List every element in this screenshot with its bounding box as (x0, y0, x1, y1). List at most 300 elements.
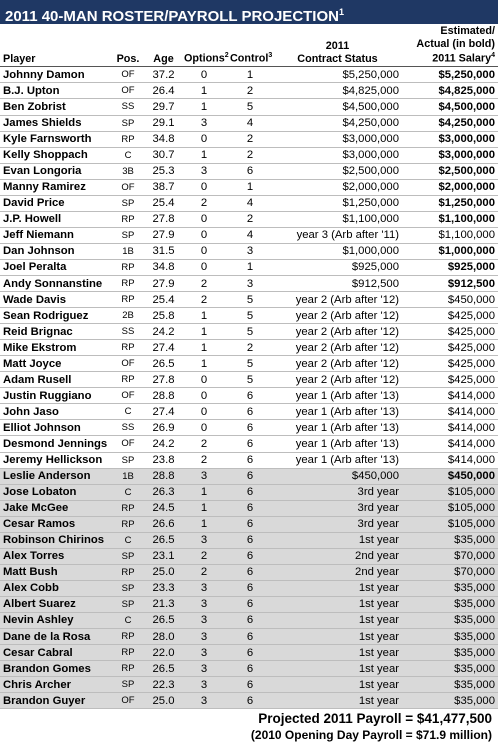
age-cell: 26.6 (152, 518, 175, 531)
control-cell: 6 (246, 421, 254, 434)
control-cell: 6 (246, 694, 254, 707)
player-name-cell: Jake McGee (3, 502, 69, 515)
control-cell: 1 (246, 68, 254, 81)
contract-status-cell: $1,000,000 (342, 245, 399, 258)
salary-cell: $3,000,000 (438, 133, 495, 146)
salary-cell: $425,000 (447, 341, 495, 354)
table-row (0, 131, 498, 147)
contract-status-cell: 3rd year (357, 486, 399, 499)
projected-payroll: Projected 2011 Payroll = $41,477,500 (258, 711, 492, 727)
roster-table (0, 24, 498, 709)
player-name-cell: Nevin Ashley (3, 614, 74, 627)
table-row (0, 564, 498, 580)
player-name-cell: Brandon Gomes (3, 662, 91, 675)
player-name-cell: Mike Ekstrom (3, 341, 77, 354)
contract-status-cell: year 1 (Arb after '13) (295, 437, 399, 450)
position-cell: RP (121, 213, 135, 225)
control-cell: 4 (246, 117, 254, 130)
control-cell: 4 (246, 229, 254, 242)
table-row (0, 372, 498, 388)
salary-cell: $70,000 (454, 550, 495, 563)
salary-cell: $35,000 (454, 646, 495, 659)
position-cell: RP (121, 133, 135, 145)
contract-status-cell: year 2 (Arb after '12) (295, 357, 399, 370)
player-name-cell: Brandon Guyer (3, 694, 86, 707)
table-row (0, 548, 498, 564)
player-name-cell: Leslie Anderson (3, 470, 91, 483)
options-cell: 2 (200, 293, 208, 306)
control-cell: 6 (246, 678, 254, 691)
options-cell: 1 (200, 518, 208, 531)
options-cell: 0 (200, 213, 208, 226)
options-cell: 1 (200, 341, 208, 354)
player-name-cell: Sean Rodriguez (3, 309, 89, 322)
page-title (0, 0, 498, 24)
age-cell: 25.4 (152, 293, 175, 306)
contract-status-cell: $3,000,000 (342, 149, 399, 162)
age-cell: 26.9 (152, 421, 175, 434)
player-name-cell: Johnny Damon (3, 68, 85, 81)
age-cell: 23.1 (152, 550, 175, 563)
salary-cell: $425,000 (447, 325, 495, 338)
contract-status-cell: 1st year (358, 678, 399, 691)
options-cell: 0 (200, 229, 208, 242)
table-row (0, 211, 498, 227)
salary-cell: $4,500,000 (438, 100, 495, 113)
contract-status-cell: 1st year (358, 598, 399, 611)
options-cell: 0 (200, 373, 208, 386)
options-cell: 0 (200, 133, 208, 146)
header-age: Age (153, 52, 174, 65)
position-cell: RP (121, 631, 135, 643)
payroll-summary (0, 711, 498, 742)
options-cell: 1 (200, 325, 208, 338)
age-cell: 27.4 (152, 341, 175, 354)
age-cell: 27.8 (152, 373, 175, 386)
contract-status-cell: 1st year (358, 614, 399, 627)
contract-status-cell: year 1 (Arb after '13) (295, 389, 399, 402)
age-cell: 26.5 (152, 357, 175, 370)
position-cell: 2B (122, 310, 134, 322)
salary-cell: $105,000 (447, 518, 495, 531)
options-cell: 2 (200, 566, 208, 579)
contract-status-cell: year 2 (Arb after '12) (295, 293, 399, 306)
age-cell: 28.8 (152, 389, 175, 402)
player-name-cell: Matt Bush (3, 566, 58, 579)
header-options (181, 24, 227, 67)
salary-cell: $425,000 (447, 309, 495, 322)
contract-status-cell: 1st year (358, 694, 399, 707)
position-cell: RP (121, 566, 135, 578)
player-name-cell: Evan Longoria (3, 165, 82, 178)
salary-cell: $35,000 (454, 694, 495, 707)
options-cell: 0 (200, 68, 208, 81)
table-row (0, 693, 498, 709)
table-row (0, 677, 498, 693)
salary-cell: $414,000 (447, 454, 495, 467)
salary-cell: $35,000 (454, 534, 495, 547)
age-cell: 21.3 (152, 598, 175, 611)
control-cell: 3 (246, 277, 254, 290)
table-row (0, 259, 498, 275)
table-row (0, 404, 498, 420)
contract-status-cell: $5,250,000 (342, 68, 399, 81)
table-row (0, 356, 498, 372)
options-cell: 3 (200, 598, 208, 611)
salary-cell: $70,000 (454, 566, 495, 579)
age-cell: 34.8 (152, 133, 175, 146)
position-cell: OF (121, 69, 135, 81)
options-cell: 3 (200, 646, 208, 659)
position-cell: SP (121, 550, 135, 562)
control-cell: 6 (246, 646, 254, 659)
salary-cell: $912,500 (447, 277, 495, 290)
table-row (0, 661, 498, 677)
position-cell: RP (121, 278, 135, 289)
player-name-cell: Desmond Jennings (3, 437, 108, 450)
player-name-cell: Dan Johnson (3, 245, 75, 258)
player-name-cell: David Price (3, 197, 65, 210)
table-row (0, 147, 498, 163)
header-control-label: Control (230, 52, 269, 65)
position-cell: C (124, 486, 132, 498)
salary-cell: $414,000 (447, 405, 495, 418)
control-cell: 6 (246, 518, 254, 531)
control-cell: 6 (246, 437, 254, 450)
age-cell: 30.7 (152, 149, 175, 162)
age-cell: 28.8 (152, 470, 175, 483)
title-footnote: 1 (338, 7, 344, 17)
salary-cell: $450,000 (447, 470, 495, 483)
position-cell: RP (121, 294, 135, 306)
player-name-cell: Elliot Johnson (3, 421, 81, 434)
control-cell: 5 (246, 293, 254, 306)
table-row (0, 532, 498, 548)
options-cell: 3 (200, 630, 208, 643)
header-status-label: Contract Status (297, 52, 378, 65)
contract-status-cell: $450,000 (351, 470, 399, 483)
age-cell: 29.7 (152, 100, 175, 113)
age-cell: 34.8 (152, 261, 175, 274)
player-name-cell: Cesar Ramos (3, 518, 76, 531)
control-cell: 4 (246, 197, 254, 210)
player-name-cell: Chris Archer (3, 678, 72, 691)
table-row (0, 388, 498, 404)
player-name-cell: James Shields (3, 117, 82, 130)
player-name-cell: Ben Zobrist (3, 100, 66, 113)
options-cell: 0 (200, 261, 208, 274)
age-cell: 24.2 (152, 325, 175, 338)
contract-status-cell: $4,825,000 (342, 84, 399, 97)
table-row (0, 163, 498, 179)
contract-status-cell: $912,500 (351, 277, 399, 290)
player-name-cell: Wade Davis (3, 293, 66, 306)
contract-status-cell: $3,000,000 (342, 133, 399, 146)
salary-cell: $35,000 (454, 662, 495, 675)
options-cell: 0 (200, 389, 208, 402)
control-cell: 1 (246, 181, 254, 194)
position-cell: 1B (122, 245, 134, 257)
header-status-year: 2011 (325, 40, 350, 53)
header-contract-status (273, 24, 402, 67)
position-cell: RP (121, 261, 135, 273)
salary-cell: $35,000 (454, 630, 495, 643)
player-name-cell: J.P. Howell (3, 213, 62, 226)
options-cell: 1 (200, 502, 208, 515)
table-row (0, 629, 498, 645)
position-cell: SS (121, 326, 135, 338)
contract-status-cell: $2,000,000 (342, 181, 399, 194)
player-name-cell: Manny Ramirez (3, 181, 86, 194)
control-cell: 6 (246, 534, 254, 547)
options-cell: 2 (200, 550, 208, 563)
options-cell: 3 (200, 117, 208, 130)
position-cell: SP (121, 117, 135, 129)
control-cell: 6 (246, 165, 254, 178)
salary-cell: $35,000 (454, 582, 495, 595)
contract-status-cell: 1st year (358, 646, 399, 659)
contract-status-cell: 3rd year (357, 502, 399, 515)
table-row (0, 452, 498, 468)
control-cell: 5 (246, 325, 254, 338)
contract-status-cell: $925,000 (351, 261, 399, 274)
age-cell: 27.9 (152, 277, 175, 290)
contract-status-cell: $4,500,000 (342, 100, 399, 113)
control-cell: 6 (246, 598, 254, 611)
position-cell: SP (121, 598, 135, 610)
table-row (0, 243, 498, 259)
control-cell: 6 (246, 582, 254, 595)
options-cell: 0 (200, 245, 208, 258)
options-cell: 3 (200, 470, 208, 483)
header-salary-line2: Actual (in bold) (416, 37, 495, 50)
control-cell: 6 (246, 470, 254, 483)
salary-cell: $414,000 (447, 437, 495, 450)
position-cell: SS (121, 422, 135, 434)
table-row (0, 468, 498, 484)
salary-cell: $35,000 (454, 598, 495, 611)
salary-cell: $450,000 (447, 293, 495, 306)
player-name-cell: Kyle Farnsworth (3, 133, 92, 146)
position-cell: RP (121, 374, 135, 386)
age-cell: 29.1 (152, 117, 175, 130)
player-name-cell: B.J. Upton (3, 84, 60, 97)
salary-cell: $2,000,000 (438, 181, 495, 194)
age-cell: 27.4 (152, 405, 175, 418)
control-cell: 6 (246, 405, 254, 418)
player-name-cell: Kelly Shoppach (3, 149, 88, 162)
table-row (0, 340, 498, 356)
control-cell: 2 (246, 341, 254, 354)
header-options-footnote: 2 (224, 52, 229, 60)
contract-status-cell: year 1 (Arb after '13) (295, 405, 399, 418)
position-cell: SP (121, 582, 135, 594)
salary-cell: $1,100,000 (438, 213, 495, 226)
position-cell: OF (121, 85, 135, 97)
contract-status-cell: $2,500,000 (342, 165, 399, 178)
control-cell: 6 (246, 566, 254, 579)
salary-cell: $1,000,000 (438, 245, 495, 258)
contract-status-cell: year 1 (Arb after '13) (295, 421, 399, 434)
salary-cell: $414,000 (447, 389, 495, 402)
salary-cell: $4,250,000 (438, 117, 495, 130)
age-cell: 26.5 (152, 614, 175, 627)
position-cell: OF (121, 181, 135, 193)
position-cell: SP (121, 229, 135, 241)
position-cell: SP (121, 197, 135, 209)
control-cell: 1 (246, 261, 254, 274)
age-cell: 25.0 (152, 566, 175, 579)
control-cell: 6 (246, 550, 254, 563)
salary-cell: $1,250,000 (438, 197, 495, 210)
options-cell: 2 (200, 437, 208, 450)
header-salary-footnote: 4 (491, 52, 495, 60)
options-cell: 1 (200, 486, 208, 499)
options-cell: 1 (200, 309, 208, 322)
table-row (0, 436, 498, 452)
age-cell: 28.0 (152, 630, 175, 643)
contract-status-cell: year 2 (Arb after '12) (295, 325, 399, 338)
player-name-cell: Alex Torres (3, 550, 65, 563)
control-cell: 6 (246, 486, 254, 499)
control-cell: 3 (246, 245, 254, 258)
options-cell: 3 (200, 694, 208, 707)
age-cell: 23.8 (152, 454, 175, 467)
position-cell: RP (121, 647, 135, 659)
player-name-cell: Andy Sonnanstine (3, 277, 103, 290)
control-cell: 5 (246, 100, 254, 113)
contract-status-cell: $1,100,000 (342, 213, 399, 226)
salary-cell: $1,100,000 (438, 229, 495, 242)
title-text: 2011 40-MAN ROSTER/PAYROLL PROJECTION (5, 8, 339, 25)
options-cell: 3 (200, 165, 208, 178)
salary-cell: $425,000 (447, 373, 495, 386)
salary-cell: $3,000,000 (438, 149, 495, 162)
age-cell: 26.5 (152, 662, 175, 675)
salary-cell: $4,825,000 (438, 84, 495, 97)
table-row (0, 99, 498, 115)
table-row (0, 179, 498, 195)
options-cell: 3 (200, 534, 208, 547)
player-name-cell: Reid Brignac (3, 325, 73, 338)
player-name-cell: Adam Rusell (3, 373, 72, 386)
control-cell: 6 (246, 614, 254, 627)
age-cell: 31.5 (152, 245, 175, 258)
contract-status-cell: year 1 (Arb after '13) (295, 454, 399, 467)
header-row (0, 24, 498, 67)
player-name-cell: Dane de la Rosa (3, 630, 91, 643)
table-row (0, 596, 498, 612)
salary-cell: $425,000 (447, 357, 495, 370)
options-cell: 0 (200, 405, 208, 418)
player-name-cell: Robinson Chirinos (3, 534, 105, 547)
table-row (0, 420, 498, 436)
position-cell: SP (121, 454, 135, 466)
contract-status-cell: year 2 (Arb after '12) (295, 309, 399, 322)
options-cell: 3 (200, 678, 208, 691)
contract-status-cell: year 3 (Arb after '11) (296, 229, 399, 242)
options-cell: 1 (200, 100, 208, 113)
salary-cell: $5,250,000 (438, 68, 495, 81)
control-cell: 6 (246, 630, 254, 643)
position-cell: RP (121, 663, 135, 675)
control-cell: 6 (246, 502, 254, 515)
position-cell: RP (121, 342, 135, 354)
table-row (0, 292, 498, 308)
player-name-cell: Matt Joyce (3, 357, 62, 370)
header-control-footnote: 3 (268, 52, 273, 60)
position-cell: 3B (122, 165, 134, 177)
age-cell: 25.0 (152, 694, 175, 707)
age-cell: 26.3 (152, 486, 175, 499)
age-cell: 23.3 (152, 582, 175, 595)
salary-cell: $35,000 (454, 614, 495, 627)
table-row (0, 612, 498, 628)
position-cell: OF (121, 358, 135, 370)
contract-status-cell: 2nd year (355, 550, 399, 563)
position-cell: RP (121, 518, 135, 530)
table-row (0, 83, 498, 99)
table-row (0, 227, 498, 243)
options-cell: 3 (200, 662, 208, 675)
player-name-cell: Justin Ruggiano (3, 389, 92, 402)
table-row (0, 195, 498, 211)
player-name-cell: Jeff Niemann (3, 229, 74, 242)
header-salary (402, 24, 498, 67)
age-cell: 25.4 (152, 197, 175, 210)
contract-status-cell: 2nd year (355, 566, 399, 579)
control-cell: 2 (246, 133, 254, 146)
position-cell: SP (121, 679, 135, 691)
position-cell: 1B (122, 470, 134, 482)
age-cell: 38.7 (152, 181, 175, 194)
options-cell: 2 (200, 277, 208, 290)
options-cell: 2 (200, 454, 208, 467)
control-cell: 6 (246, 454, 254, 467)
options-cell: 1 (200, 357, 208, 370)
age-cell: 24.2 (152, 437, 175, 450)
options-cell: 1 (200, 84, 208, 97)
contract-status-cell: 1st year (358, 662, 399, 675)
age-cell: 24.5 (152, 502, 175, 515)
player-name-cell: Jose Lobaton (3, 486, 77, 499)
table-row (0, 500, 498, 516)
salary-cell: $105,000 (447, 486, 495, 499)
player-name-cell: John Jaso (3, 405, 59, 418)
table-row (0, 645, 498, 661)
position-cell: C (124, 534, 132, 546)
contract-status-cell: 1st year (358, 582, 399, 595)
header-pos: Pos. (116, 52, 140, 65)
header-salary-label: 2011 Salary (432, 52, 492, 65)
header-options-label: Options (184, 52, 225, 65)
player-name-cell: Joel Peralta (3, 261, 67, 274)
table-row (0, 67, 498, 83)
control-cell: 5 (246, 309, 254, 322)
options-cell: 3 (200, 582, 208, 595)
position-cell: C (124, 614, 132, 626)
position-cell: OF (121, 695, 135, 707)
contract-status-cell: 1st year (358, 630, 399, 643)
control-cell: 2 (246, 213, 254, 226)
roster-body (0, 67, 498, 709)
salary-cell: $2,500,000 (438, 165, 495, 178)
options-cell: 0 (200, 421, 208, 434)
control-cell: 6 (246, 389, 254, 402)
player-name-cell: Cesar Cabral (3, 646, 73, 659)
position-cell: SS (121, 101, 135, 113)
control-cell: 6 (246, 662, 254, 675)
